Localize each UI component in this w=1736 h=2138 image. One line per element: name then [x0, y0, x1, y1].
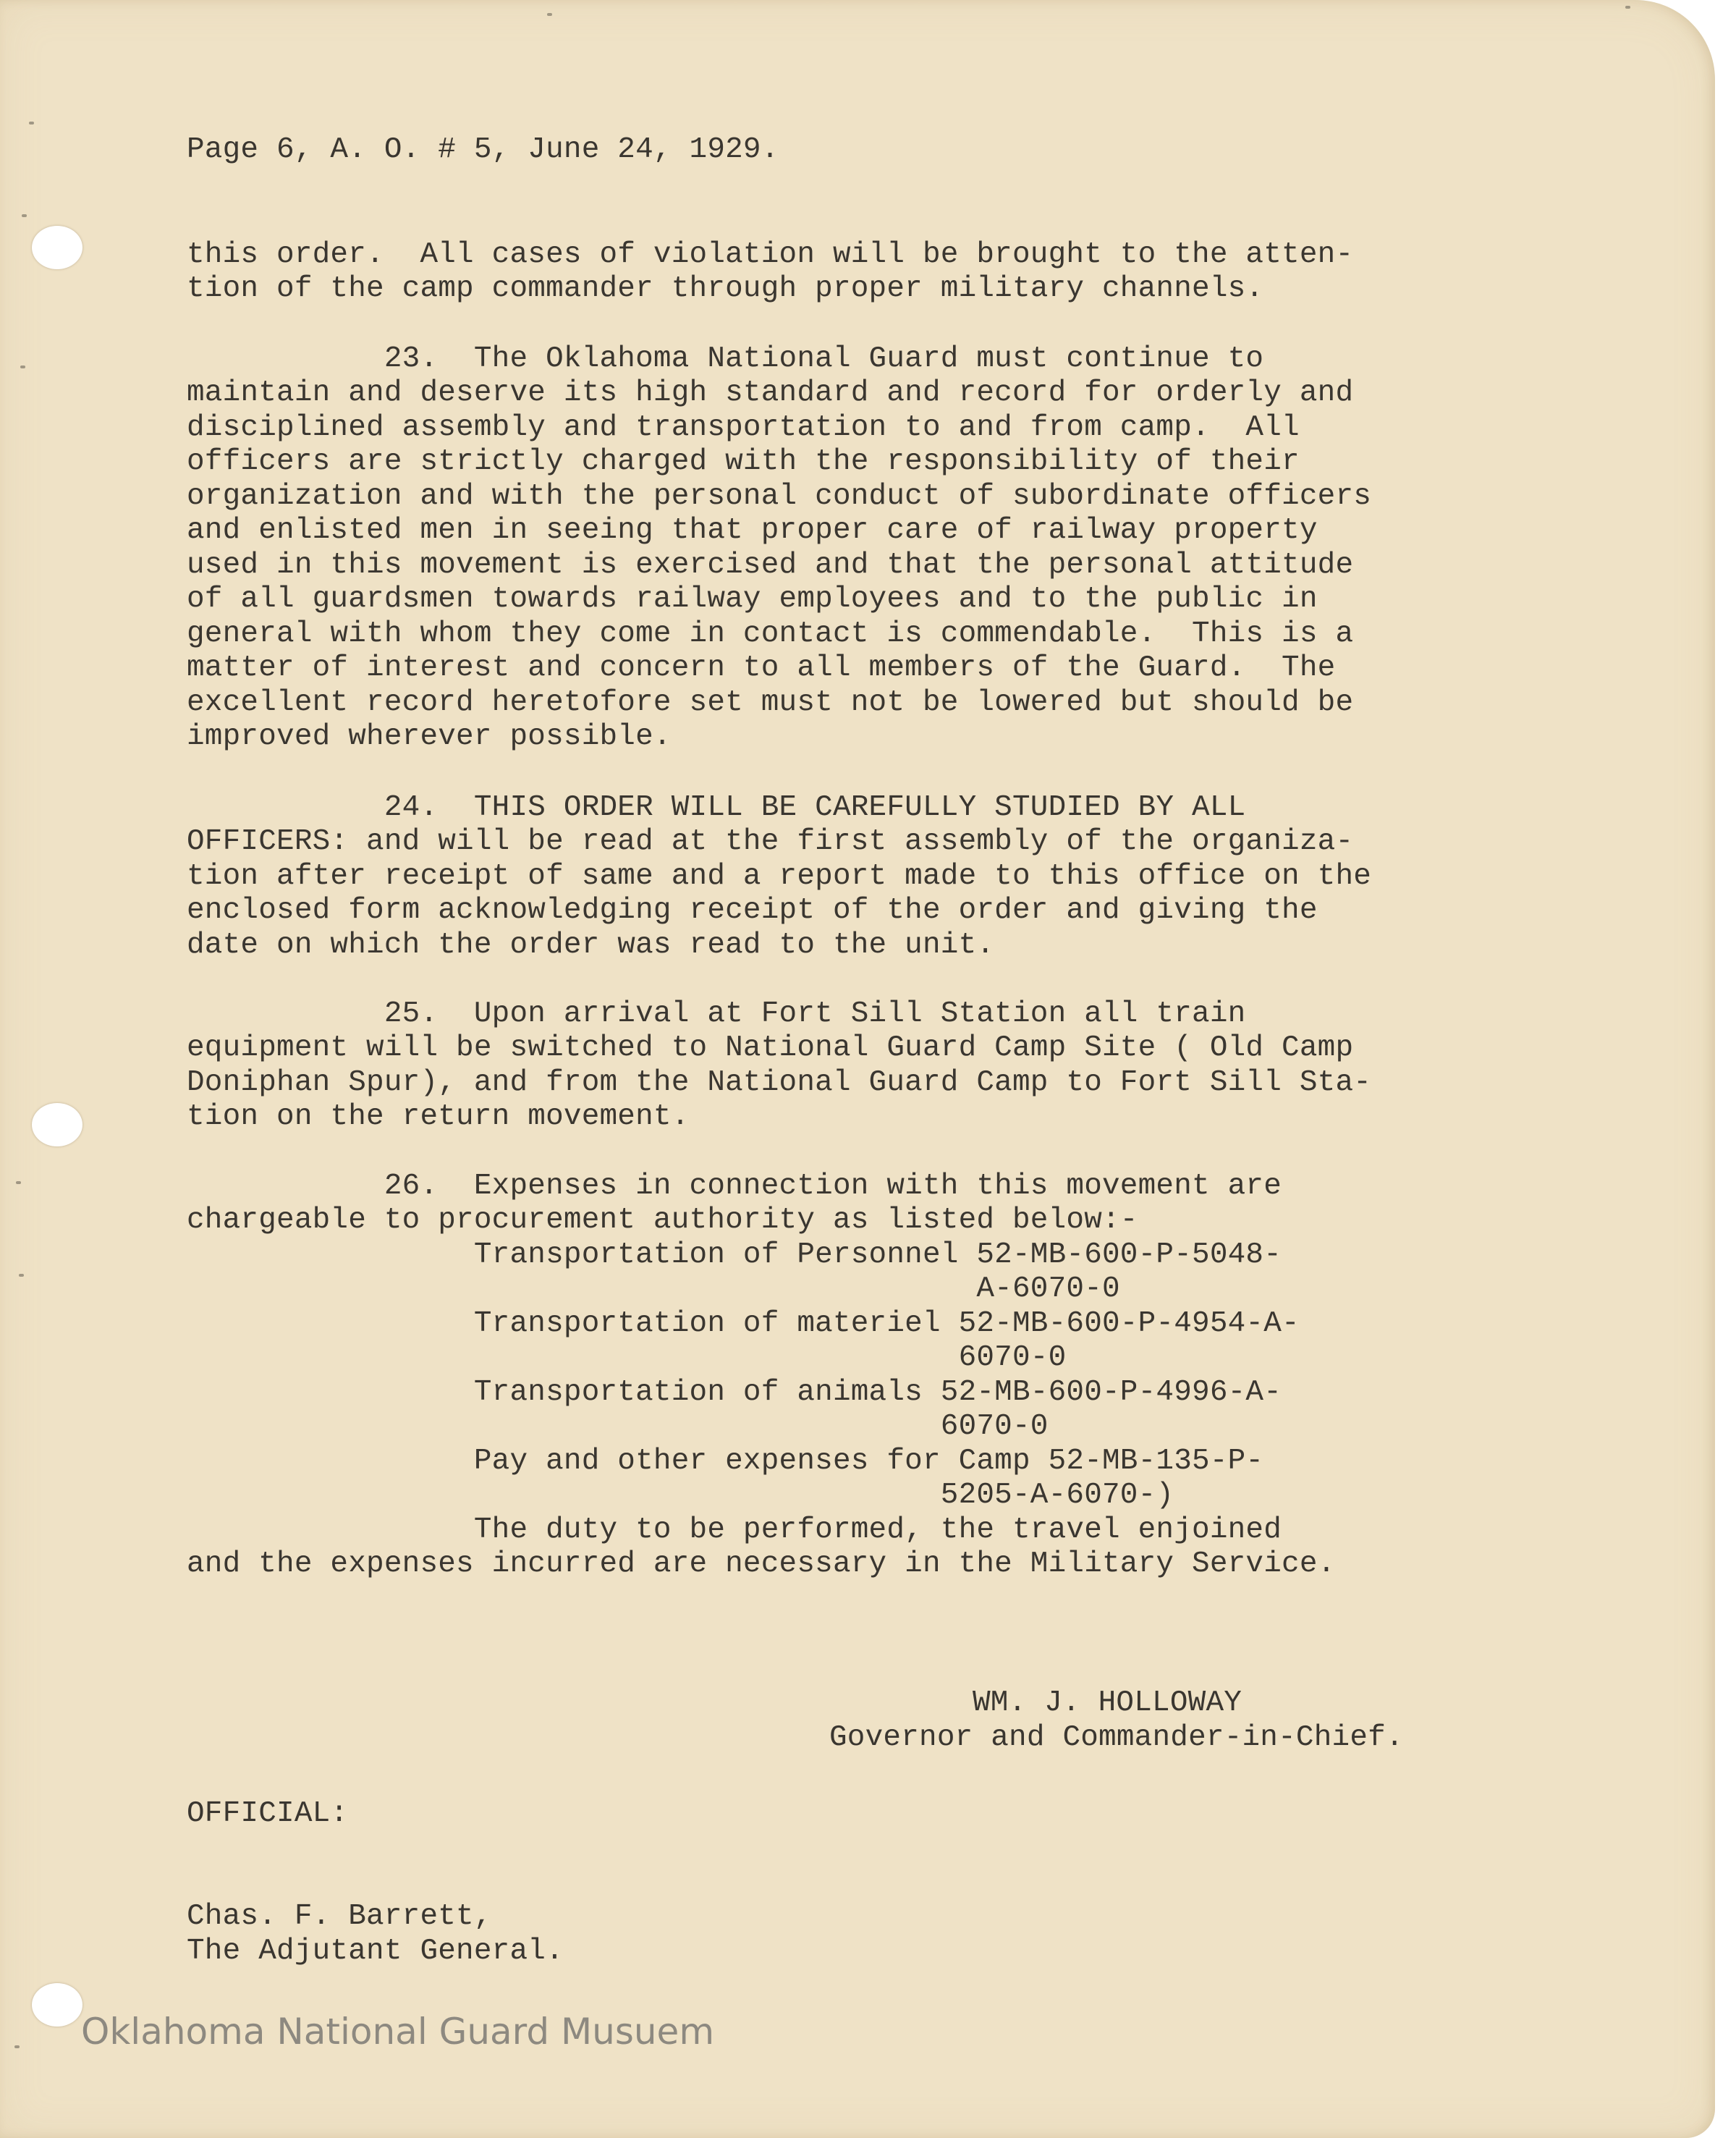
punch-hole — [32, 1983, 82, 2027]
text-line: officers are strictly charged with the responsibility of their — [187, 445, 1300, 478]
text-line: 24. THIS ORDER WILL BE CAREFULLY STUDIED BY ALL — [187, 791, 1246, 824]
text-line: 23. The Oklahoma National Guard must continue to — [187, 342, 1264, 376]
paper-speck — [22, 214, 27, 217]
paper-speck — [16, 1181, 21, 1184]
text-line: and enlisted men in seeing that proper care of railway property — [187, 514, 1318, 547]
text-line: used in this movement is exercised and that the personal attitude — [187, 549, 1354, 582]
paper-speck — [29, 122, 34, 124]
text-line: OFFICERS: and will be read at the first assembly of the organiza- — [187, 825, 1354, 858]
punch-hole — [32, 1103, 82, 1146]
text-line: this order. All cases of violation will be brought to the atten- — [187, 238, 1354, 271]
text-line: chargeable to procurement authority as listed below:- — [187, 1204, 1138, 1237]
expense-line: Transportation of animals 52-MB-600-P-4996-A- — [187, 1376, 1282, 1409]
paper-speck — [547, 13, 552, 16]
expense-line: Pay and other expenses for Camp 52-MB-135-P- — [187, 1445, 1264, 1478]
text-line: matter of interest and concern to all members of the Guard. The — [187, 651, 1336, 685]
expense-line: 5205-A-6070-) — [187, 1479, 1174, 1512]
text-line: of all guardsmen towards railway employees and to the public in — [187, 583, 1318, 616]
text-line: The duty to be performed, the travel enjoined — [187, 1513, 1282, 1547]
expense-line: Transportation of Personnel 52-MB-600-P-5048- — [187, 1238, 1282, 1272]
text-line: date on which the order was read to the unit. — [187, 929, 995, 962]
expense-line: A-6070-0 — [187, 1272, 1120, 1306]
text-line: improved wherever possible. — [187, 720, 672, 753]
text-line: excellent record heretofore set must not be lowered but should be — [187, 686, 1354, 719]
official-label: OFFICIAL: — [187, 1797, 349, 1830]
text-line: and the expenses incurred are necessary in the Military Service. — [187, 1547, 1336, 1581]
text-line: tion of the camp commander through proper military channels. — [187, 272, 1264, 305]
expense-line: 6070-0 — [187, 1341, 1067, 1374]
punch-hole — [32, 226, 82, 269]
text-line: Doniphan Spur), and from the National Guard Camp to Fort Sill Sta- — [187, 1066, 1372, 1099]
signatory-title: Governor and Commander-in-Chief. — [829, 1721, 1404, 1754]
page-header: Page 6, A. O. # 5, June 24, 1929. — [187, 133, 779, 166]
paper-speck — [14, 2045, 20, 2048]
text-line: 25. Upon arrival at Fort Sill Station all train — [187, 997, 1246, 1031]
signatory-name: WM. J. HOLLOWAY — [973, 1686, 1242, 1720]
text-line: maintain and deserve its high standard and record for orderly and — [187, 376, 1354, 410]
text-line: organization and with the personal conduct of subordinate officers — [187, 480, 1372, 513]
paper-speck — [1625, 6, 1630, 9]
expense-line: 6070-0 — [187, 1410, 1049, 1443]
text-line: general with whom they come in contact is commendable. This is a — [187, 617, 1354, 651]
text-line: disciplined assembly and transportation to and from camp. All — [187, 411, 1300, 444]
paper-speck — [20, 366, 25, 368]
official-name: Chas. F. Barrett, — [187, 1900, 492, 1933]
text-line: tion on the return movement. — [187, 1100, 690, 1133]
official-title: The Adjutant General. — [187, 1935, 564, 1968]
text-line: equipment will be switched to National Guard Camp Site ( Old Camp — [187, 1031, 1354, 1065]
text-line: 26. Expenses in connection with this movement are — [187, 1170, 1282, 1203]
expense-line: Transportation of materiel 52-MB-600-P-4954-A- — [187, 1307, 1300, 1340]
museum-watermark: Oklahoma National Guard Musuem — [81, 2011, 715, 2053]
paper-speck — [19, 1274, 24, 1277]
text-line: tion after receipt of same and a report made to this office on the — [187, 860, 1372, 893]
text-line: enclosed form acknowledging receipt of the order and giving the — [187, 894, 1318, 927]
